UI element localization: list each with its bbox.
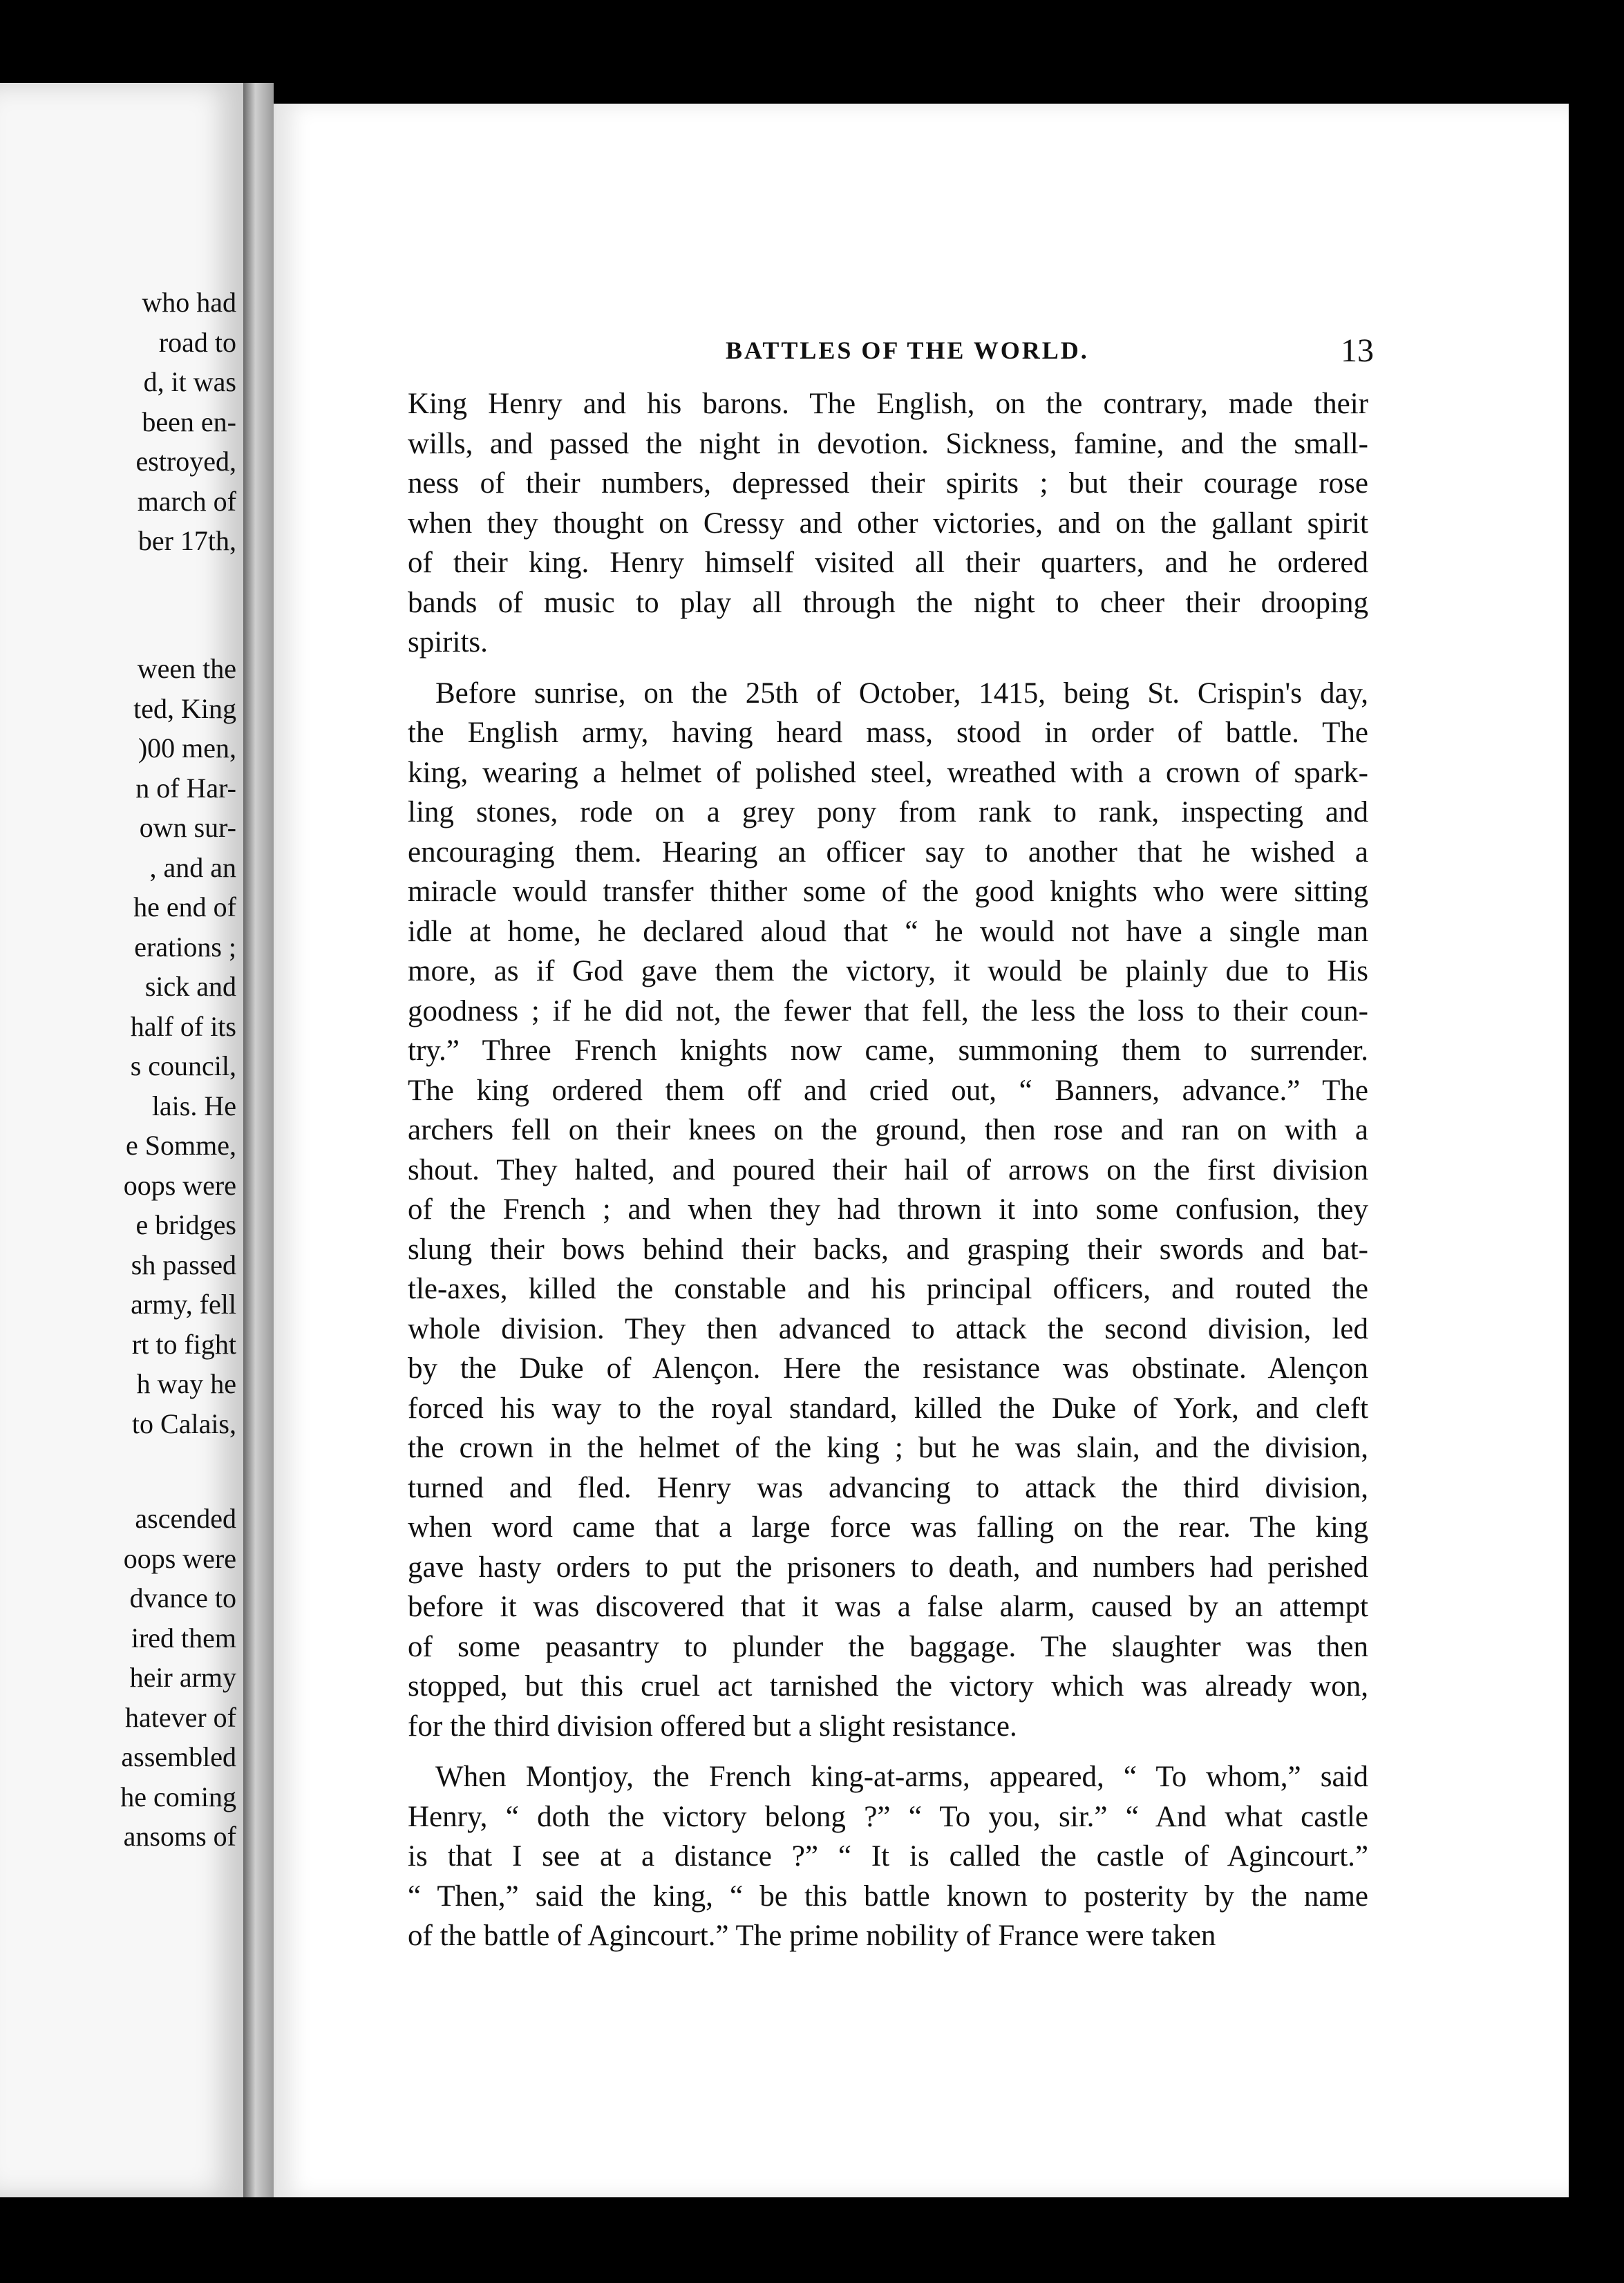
paragraph-gap (408, 664, 1368, 674)
text-line: spirits. (408, 626, 488, 659)
facing-page-line: e bridges (135, 1209, 236, 1240)
text-line: Henry, “ doth the victory belong ?” “ To you, sir.” “ And what castle (408, 1800, 1368, 1833)
text-line: wills, and passed the night in devotion. Sickness, famine, and the small- (408, 427, 1368, 460)
facing-page-line: ansoms of (123, 1821, 236, 1852)
facing-page-line: oops were (123, 1542, 236, 1574)
text-line: King Henry and his barons. The English, on the contrary, made their (408, 388, 1368, 420)
facing-page-line: e Somme, (126, 1130, 236, 1161)
text-line: “ Then,” said the king, “ be this battle known to posterity by the name (408, 1879, 1368, 1913)
text-line: archers fell on their knees on the ground, then rose and ran on with a (408, 1114, 1368, 1146)
text-line: bands of music to play all through the night to cheer their drooping (408, 586, 1368, 619)
text-line: When Montjoy, the French king-at-arms, appeared, “ To whom,” said (435, 1761, 1368, 1793)
facing-page-line: rt to fight (131, 1328, 236, 1360)
text-line: for the third division offered but a slight resistance. (408, 1709, 1017, 1743)
facing-page-line: he end of (133, 891, 236, 922)
facing-page-line: d, it was (143, 366, 236, 397)
facing-page-line: dvance to (129, 1582, 236, 1613)
running-head: BATTLES OF THE WORLD. (726, 337, 1089, 364)
facing-page-line: , and an (149, 851, 236, 883)
facing-page-line: ween the (137, 653, 236, 684)
book-gutter (243, 83, 274, 2197)
text-line: miracle would transfer thither some of the good knights who were sitting (408, 875, 1368, 908)
text-line: ness of their numbers, depressed their spirits ; but their courage rose (408, 467, 1368, 500)
text-line: forced his way to the royal standard, killed the Duke of York, and cleft (408, 1392, 1368, 1425)
text-line: is that I see at a distance ?” “ It is called the castle of Agincourt.” (408, 1840, 1368, 1873)
text-line: tle-axes, killed the constable and his principal officers, and routed the (408, 1273, 1368, 1305)
text-line: of the French ; and when they had thrown it into some confusion, they (408, 1193, 1368, 1226)
facing-page-line: estroyed, (135, 446, 236, 477)
body-text (408, 384, 1368, 1958)
text-line: goodness ; if he did not, the fewer that fell, the less the loss to their coun- (408, 994, 1368, 1027)
facing-page-line: road to (158, 326, 236, 358)
text-line: before it was discovered that it was a false alarm, caused by an attempt (408, 1591, 1368, 1623)
facing-page-line: ired them (131, 1622, 236, 1654)
text-line: Before sunrise, on the 25th of October, 1415, being St. Crispin's day, (435, 676, 1368, 710)
scan-edge-mark (1603, 1078, 1624, 1195)
paragraph (408, 674, 1368, 1747)
facing-page-left (0, 83, 249, 2197)
facing-page-line: to Calais, (131, 1408, 236, 1439)
text-line: idle at home, he declared aloud that “ he would not have a single man (408, 915, 1368, 948)
text-line: more, as if God gave them the victory, it would be plainly due to His (408, 955, 1368, 987)
facing-page-line: s council, (130, 1050, 236, 1081)
text-line: the crown in the helmet of the king ; but he was slain, and the division, (408, 1432, 1368, 1464)
facing-page-line: h way he (136, 1368, 236, 1399)
facing-page-line: ber 17th, (138, 525, 236, 556)
page-13 (274, 104, 1569, 2197)
facing-page-line: army, fell (131, 1289, 236, 1320)
text-line: of some peasantry to plunder the baggage. The slaughter was then (408, 1630, 1368, 1663)
facing-page-line: sick and (144, 971, 236, 1002)
facing-page-line: march of (137, 485, 236, 517)
facing-page-line: own sur- (139, 812, 236, 843)
text-line: when they thought on Cressy and other victories, and on the gallant spirit (408, 506, 1368, 540)
paragraph (408, 1757, 1368, 1956)
text-line: stopped, but this cruel act tarnished the victory which was already won, (408, 1670, 1368, 1703)
text-line: by the Duke of Alençon. Here the resistance was obstinate. Alençon (408, 1352, 1368, 1385)
paragraph-gap (408, 1747, 1368, 1757)
facing-page-line: erations ; (134, 931, 236, 963)
text-line: the English army, having heard mass, stood in order of battle. The (408, 717, 1368, 749)
facing-page-line: ascended (135, 1503, 236, 1534)
facing-page-line: who had (142, 287, 236, 318)
facing-page-line: lais. He (151, 1090, 236, 1121)
text-line: shout. They halted, and poured their hail of arrows on the first division (408, 1153, 1368, 1186)
text-line: encouraging them. Hearing an officer say to another that he wished a (408, 835, 1368, 869)
facing-page-line: been en- (142, 406, 236, 437)
text-line: The king ordered them off and cried out, “ Banners, advance.” The (408, 1074, 1368, 1107)
facing-page-line: hatever of (124, 1701, 236, 1733)
text-line: when word came that a large force was falling on the rear. The king (408, 1511, 1368, 1544)
facing-page-line: assembled (121, 1741, 236, 1772)
text-line: gave hasty orders to put the prisoners to death, and numbers had perished (408, 1551, 1368, 1584)
facing-page-line: )00 men, (138, 732, 236, 764)
facing-page-line: ted, King (133, 692, 236, 724)
facing-page-line: half of its (130, 1010, 236, 1042)
text-line: slung their bows behind their backs, and grasping their swords and bat- (408, 1233, 1368, 1266)
page-header (276, 332, 1569, 373)
facing-page-line: sh passed (131, 1249, 236, 1280)
facing-page-line: heir army (129, 1662, 236, 1693)
page-number: 13 (1341, 332, 1374, 369)
text-line: try.” Three French knights now came, summoning them to surrender. (408, 1034, 1368, 1067)
text-line: whole division. They then advanced to attack the second division, led (408, 1312, 1368, 1345)
text-line: king, wearing a helmet of polished steel, wreathed with a crown of spark- (408, 756, 1368, 789)
text-line: of the battle of Agincourt.” The prime nobility of France were taken (408, 1920, 1216, 1952)
paragraph (408, 384, 1368, 663)
facing-page-line: oops were (123, 1169, 236, 1201)
facing-page-line: he coming (120, 1781, 236, 1812)
text-line: of their king. Henry himself visited all their quarters, and he ordered (408, 547, 1368, 579)
facing-page-line: n of Har- (135, 772, 236, 804)
text-line: turned and fled. Henry was advancing to attack the third division, (408, 1471, 1368, 1504)
text-line: ling stones, rode on a grey pony from rank to rank, inspecting and (408, 796, 1368, 828)
